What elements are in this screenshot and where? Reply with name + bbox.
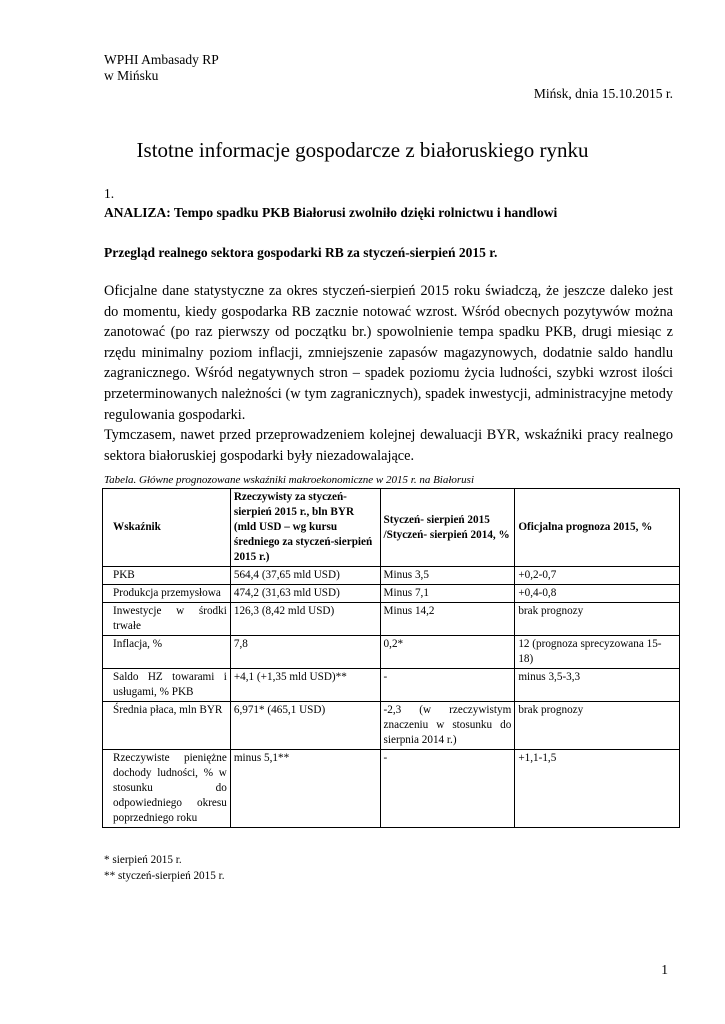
- row-forecast-cell: +0,4-0,8: [515, 585, 680, 603]
- row-indicator-cell: Produkcja przemysłowa: [103, 585, 231, 603]
- table-row: [103, 669, 680, 702]
- row-indicator-cell: Saldo HZ towarami i usługami, % PKB: [103, 669, 231, 702]
- analysis-heading: [104, 205, 557, 221]
- row-forecast-cell: 12 (prognoza sprecyzowana 15-18): [515, 636, 680, 669]
- row-actual-cell: 7,8: [230, 636, 380, 669]
- row-indicator-cell: Inflacja, %: [103, 636, 231, 669]
- footnote-2: ** styczeń-sierpień 2015 r.: [104, 869, 225, 882]
- table-row: [103, 585, 680, 603]
- analysis-label: ANALIZA:: [104, 205, 171, 220]
- sender-block: [104, 52, 219, 84]
- row-indicator-cell: Rzeczywiste pieniężne dochody ludności, % w stosunku do odpowiedniego okresu poprzedniego roku: [103, 750, 231, 828]
- table-header-row: [103, 489, 680, 567]
- section-subtitle: Przegląd realnego sektora gospodarki RB za styczeń-sierpień 2015 r.: [104, 245, 498, 260]
- document-title: Istotne informacje gospodarcze z białoruskiego rynku: [136, 138, 589, 162]
- table-row: [103, 636, 680, 669]
- row-ratio-cell: 0,2*: [380, 636, 515, 669]
- row-actual-cell: 474,2 (31,63 mld USD): [230, 585, 380, 603]
- table-row: [103, 567, 680, 585]
- section-number: 1.: [104, 186, 115, 201]
- sender-org-line2: w Mińsku: [104, 68, 159, 83]
- table-row: [103, 603, 680, 636]
- row-actual-cell: 564,4 (37,65 mld USD): [230, 567, 380, 585]
- row-ratio-cell: Minus 3,5: [380, 567, 515, 585]
- paragraph-2: Tymczasem, nawet przed przeprowadzeniem kolejnej dewaluacji BYR, wskaźniki pracy realnego sektora białoruskiej gospodarki były niezadowalające.: [104, 427, 673, 464]
- row-actual-cell: minus 5,1**: [230, 750, 380, 828]
- row-indicator-cell: Inwestycje w środki trwałe: [103, 603, 231, 636]
- row-ratio-cell: -: [380, 750, 515, 828]
- row-ratio-cell: Minus 14,2: [380, 603, 515, 636]
- paragraph-1: Oficjalne dane statystyczne za okres styczeń-sierpień 2015 roku świadczą, że jeszcze daleko jest do momentu, kiedy gospodarka RB zacznie notować wzrost. Wśród obecnych pozytywów można zanotować (po raz pierwszy od początku br.) spowolnienie tempa spadku PKB, drugi miesiąc z rzędu minimalny poziom inflacji, zmniejszenie zapasów magazynowych, dodatnie saldo handlu zagranicznego. Wśród negatywnych stron – spadek poziomu życia ludności, szybki wzrost ilości przeterminowanych należności (w tym zagranicznych), spadek inwestycji, administracyjne metody regulowania gospodarki.: [104, 283, 673, 423]
- row-forecast-cell: +1,1-1,5: [515, 750, 680, 828]
- row-actual-cell: 126,3 (8,42 mld USD): [230, 603, 380, 636]
- row-indicator-cell: Średnia płaca, mln BYR: [103, 702, 231, 750]
- page-number: 1: [661, 962, 668, 977]
- row-actual-cell: +4,1 (+1,35 mld USD)**: [230, 669, 380, 702]
- table-row: [103, 750, 680, 828]
- table-row: [103, 702, 680, 750]
- row-ratio-cell: -: [380, 669, 515, 702]
- row-actual-cell: 6,971* (465,1 USD): [230, 702, 380, 750]
- row-forecast-cell: brak prognozy: [515, 702, 680, 750]
- footnote-1: * sierpień 2015 r.: [104, 854, 182, 866]
- document-date: Mińsk, dnia 15.10.2015 r.: [533, 86, 673, 101]
- table-caption: Tabela. Główne prognozowane wskaźniki makroekonomiczne w 2015 r. na Białorusi: [104, 474, 475, 486]
- header-cell-forecast: Oficjalna prognoza 2015, %: [515, 489, 680, 567]
- row-ratio-cell: -2,3 (w rzeczywistym znaczeniu w stosunku do sierpnia 2014 r.): [380, 702, 515, 750]
- row-forecast-cell: brak prognozy: [515, 603, 680, 636]
- sender-org-line1: WPHI Ambasady RP: [104, 52, 219, 67]
- analysis-headline: Tempo spadku PKB Białorusi zwolniło dzięki rolnictwu i handlowi: [170, 205, 558, 220]
- body-text: [104, 281, 673, 466]
- header-cell-indicator: Wskaźnik: [103, 489, 231, 567]
- macro-indicators-table: [102, 488, 680, 828]
- header-cell-actual: Rzeczywisty za styczeń-sierpień 2015 r., bln BYR (mld USD – wg kursu średniego za styczeń-sierpień 2015 r.): [230, 489, 380, 567]
- row-indicator-cell: PKB: [103, 567, 231, 585]
- header-cell-ratio: Styczeń- sierpień 2015 /Styczeń- sierpień 2014, %: [380, 489, 515, 567]
- row-ratio-cell: Minus 7,1: [380, 585, 515, 603]
- row-forecast-cell: +0,2-0,7: [515, 567, 680, 585]
- table-footnotes: [104, 853, 225, 884]
- row-forecast-cell: minus 3,5-3,3: [515, 669, 680, 702]
